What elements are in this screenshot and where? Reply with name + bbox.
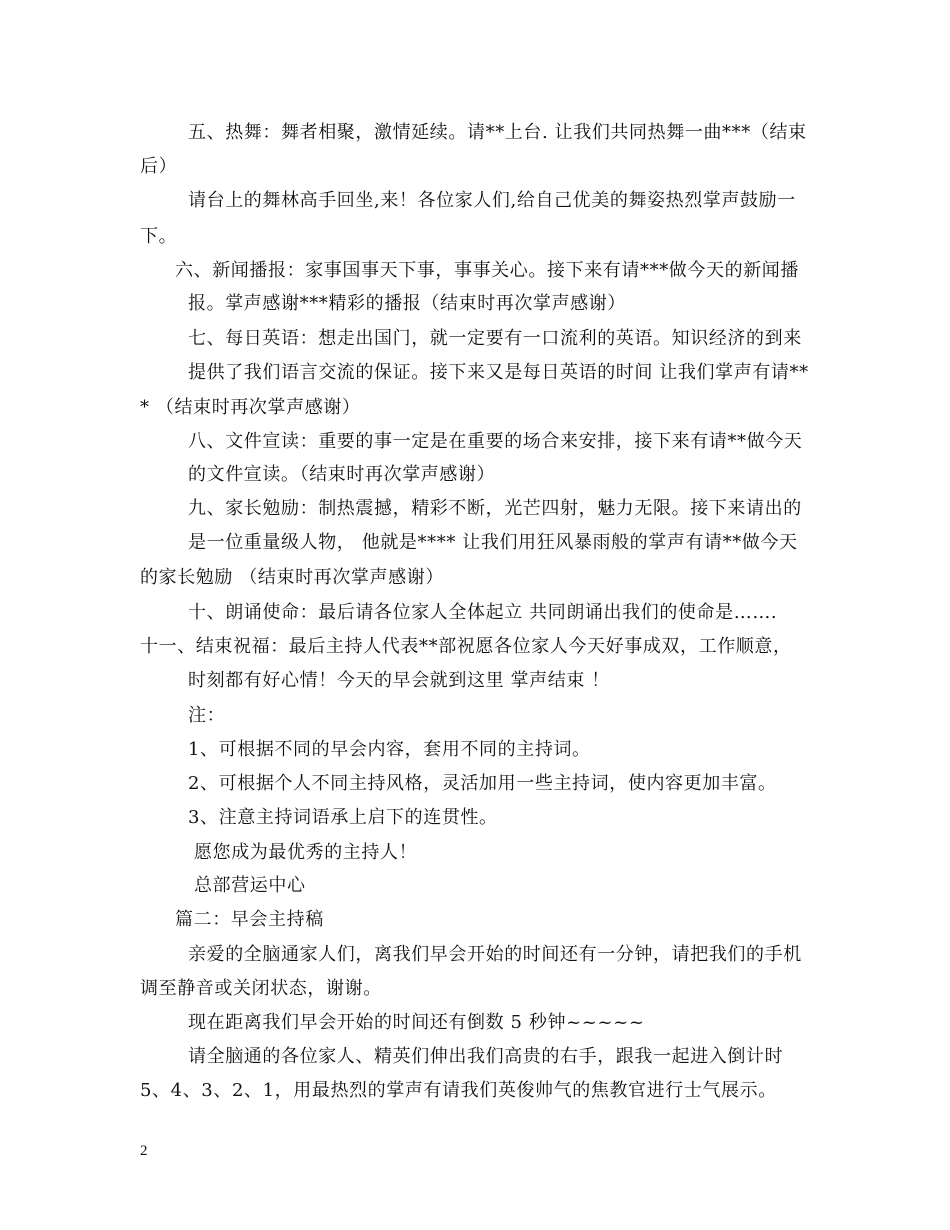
text-line: 2、可根据个人不同主持风格，灵活加用一些主持词，使内容更加丰富。 — [188, 773, 777, 794]
text-line: 1、可根据不同的早会内容，套用不同的主持词。 — [188, 739, 591, 760]
text-line: 六、新闻播报：家事国事天下事，事事关心。接下来有请***做今天的新闻播 — [175, 260, 799, 281]
text-line: 九、家长勉励：制热震撼，精彩不断，光芒四射，魅力无限。接下来请出的 — [188, 498, 802, 519]
text-line: 时刻都有好心情！今天的早会就到这里 掌声结束 ！ — [188, 670, 610, 691]
text-line: 5、4、3、2、1，用最热烈的掌声有请我们英俊帅气的焦教官进行士气展示。 — [140, 1080, 777, 1101]
text-line: 下。 — [140, 226, 178, 247]
text-line: 的文件宣读。（结束时再次掌声感谢） — [188, 464, 496, 485]
text-line: 八、文件宣读：重要的事一定是在重要的场合来安排，接下来有请**做今天 — [188, 431, 803, 452]
text-line: 亲爱的全脑通家人们，离我们早会开始的时间还有一分钟，请把我们的手机 — [188, 944, 802, 965]
text-line: 调至静音或关闭状态，谢谢。 — [140, 978, 382, 999]
text-line: 愿您成为最优秀的主持人！ — [194, 842, 418, 863]
text-line: 五、热舞：舞者相聚，激情延续。请**上台. 让我们共同热舞一曲***（结束 — [188, 122, 807, 143]
text-line: 注： — [188, 705, 226, 726]
text-line: 提供了我们语言交流的保证。接下来又是每日英语的时间 让我们掌声有请** — [188, 362, 809, 383]
text-line: 3、注意主持词语承上启下的连贯性。 — [188, 807, 498, 828]
text-line: 十、朗诵使命：最后请各位家人全体起立 共同朗诵出我们的使命是……. — [188, 602, 778, 623]
page-number: 2 — [140, 1143, 148, 1159]
text-line: * （结束时再次掌声感谢） — [140, 397, 361, 418]
text-line: 后） — [140, 156, 178, 177]
text-line: 七、每日英语：想走出国门，就一定要有一口流利的英语。知识经济的到来 — [188, 328, 802, 349]
text-line: 报。掌声感谢***精彩的播报（结束时再次掌声感谢） — [188, 293, 626, 314]
text-line: 现在距离我们早会开始的时间还有倒数 5 秒钟~~~~~ — [188, 1012, 645, 1033]
text-line: 请全脑通的各位家人、精英们伸出我们高贵的右手，跟我一起进入倒计时 — [188, 1046, 784, 1067]
text-line: 是一位重量级人物， 他就是**** 让我们用狂风暴雨般的掌声有请**做今天 — [188, 532, 798, 553]
text-line: 十一、结束祝福：最后主持人代表**部祝愿各位家人今天好事成双，工作顺意， — [140, 636, 792, 657]
section-heading: 篇二：早会主持稿 — [175, 909, 324, 930]
text-line: 请台上的舞林高手回坐,来！各位家人们,给自己优美的舞姿热烈掌声鼓励一 — [188, 190, 796, 211]
text-line: 总部营运中心 — [194, 875, 306, 896]
text-line: 的家长勉励 （结束时再次掌声感谢） — [140, 567, 444, 588]
